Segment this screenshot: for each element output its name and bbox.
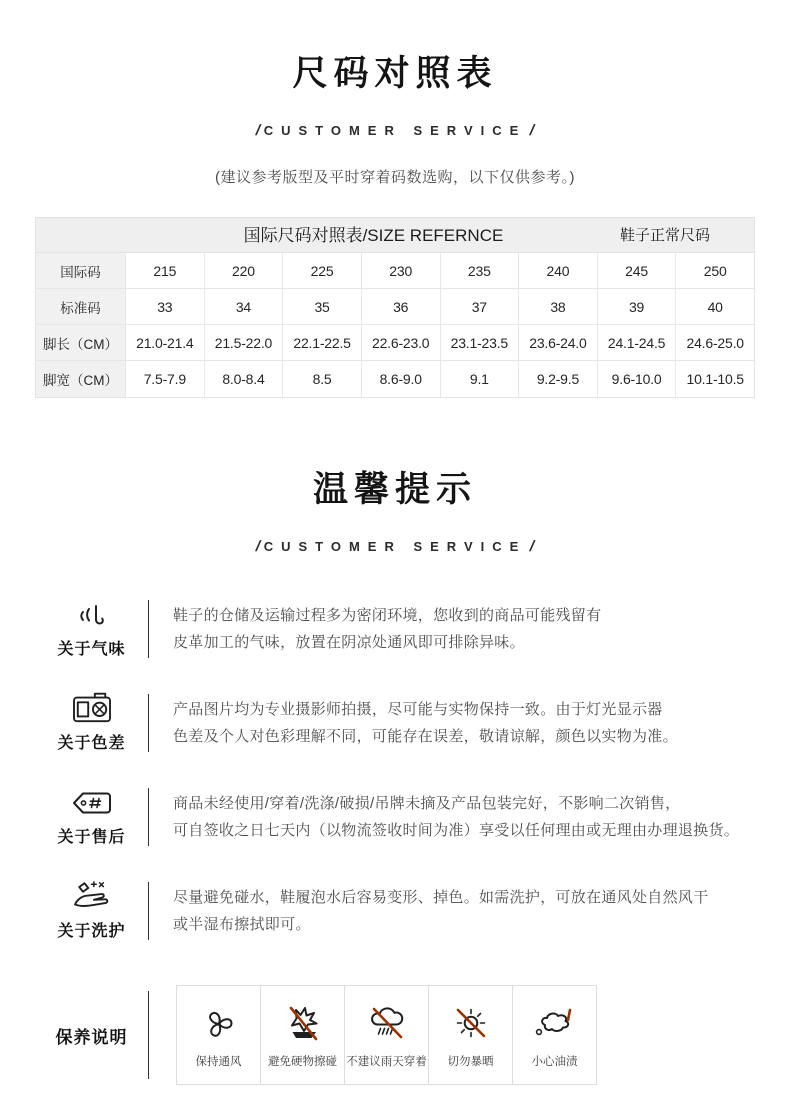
tip-heading-block: [35, 693, 148, 753]
tip-label: 关于色差: [57, 735, 126, 752]
no-rain-icon: [367, 1002, 407, 1044]
row-label: 脚宽（CM）: [36, 361, 126, 397]
care-box-label: 不建议雨天穿着: [346, 1055, 427, 1068]
care-box-oil-stains: [512, 985, 597, 1085]
tip-text-line: 商品未经使用/穿着/洗涤/破损/吊牌未摘及产品包装完好，不影响二次销售，: [173, 794, 681, 812]
hand-wash-icon: [70, 881, 114, 913]
table-cell: 215: [126, 253, 205, 288]
tip-label: 关于气味: [57, 641, 126, 658]
table-cell: 9.6-10.0: [598, 361, 677, 397]
table-cell: 37: [441, 289, 520, 324]
customer-service-subtitle: [0, 122, 790, 139]
tip-heading-block: [35, 787, 148, 847]
table-cell: 23.6-24.0: [519, 325, 598, 360]
table-header-right: 鞋子正常尺码: [619, 227, 710, 244]
subtitle-text: CUSTOMER SERVICE: [263, 539, 527, 554]
tip-text: [149, 790, 739, 845]
size-table: [35, 217, 755, 398]
tip-text-line: 可自签收之日七天内（以物流签收时间为准）享受以任何理由或无理由办理退换货。: [173, 822, 740, 839]
table-cell: 22.1-22.5: [283, 325, 362, 360]
care-box-no-rain: [344, 985, 429, 1085]
slash-decoration-right: /: [528, 538, 537, 555]
table-cell: 35: [283, 289, 362, 324]
camera-icon: [70, 693, 114, 725]
tip-row-washing: [35, 881, 790, 941]
table-cell: 33: [126, 289, 205, 324]
table-row-standard: [36, 289, 754, 325]
table-cell: 8.5: [283, 361, 362, 397]
care-label: 保养说明: [55, 1027, 128, 1047]
tip-row-smell: [35, 599, 790, 659]
table-cell: 24.6-25.0: [676, 325, 754, 360]
table-cell: 40: [676, 289, 754, 324]
table-cell: 7.5-7.9: [126, 361, 205, 397]
no-hard-object-icon: [283, 1002, 323, 1044]
care-box-label: 小心油渍: [531, 1055, 578, 1068]
size-table-header: [36, 218, 754, 253]
table-cell: 23.1-23.5: [441, 325, 520, 360]
care-box-label: 保持通风: [195, 1055, 242, 1068]
table-cell: 8.6-9.0: [362, 361, 441, 397]
tag-icon: [70, 787, 114, 819]
slash-decoration-left: /: [253, 538, 262, 555]
care-box-label: 避免硬物擦碰: [268, 1055, 337, 1068]
warm-tips-title: 温馨提示: [312, 470, 477, 509]
slash-decoration-right: /: [528, 122, 537, 139]
care-box-no-sun: [428, 985, 513, 1085]
table-cell: 39: [598, 289, 677, 324]
table-cell: 240: [519, 253, 598, 288]
fan-icon: [199, 1002, 239, 1044]
table-row-international: [36, 253, 754, 289]
vertical-divider: [148, 991, 149, 1079]
smell-icon: [75, 599, 109, 631]
table-cell: 225: [283, 253, 362, 288]
care-instructions-row: [0, 985, 790, 1085]
tip-text-line: 或半湿布擦拭即可。: [173, 916, 311, 933]
tip-text-line: 皮革加工的气味，放置在阴凉处通风即可排除异味。: [173, 634, 525, 651]
tip-row-color: [35, 693, 790, 753]
subtitle-text: CUSTOMER SERVICE: [263, 123, 527, 138]
tips-list: [0, 599, 790, 941]
no-sun-icon: [451, 1002, 491, 1044]
table-cell: 21.5-22.0: [205, 325, 284, 360]
table-row-foot-length: [36, 325, 754, 361]
table-cell: 9.1: [441, 361, 520, 397]
slash-decoration-left: /: [253, 122, 262, 139]
tip-text: [149, 602, 601, 657]
table-cell: 10.1-10.5: [676, 361, 754, 397]
oil-stain-icon: [532, 1002, 578, 1044]
table-cell: 245: [598, 253, 677, 288]
row-label: 国际码: [36, 253, 126, 288]
customer-service-subtitle-2: [0, 538, 790, 555]
tip-text-line: 鞋子的仓储及运输过程多为密闭环境，您收到的商品可能残留有: [173, 606, 602, 624]
tip-text-line: 产品图片均为专业摄影师拍摄，尽可能与实物保持一致。由于灯光显示器: [173, 700, 663, 718]
care-box-label: 切勿暴晒: [447, 1055, 494, 1068]
tip-heading-block: [35, 881, 148, 941]
tip-text-line: 色差及个人对色彩理解不同，可能存在误差，敬请谅解，颜色以实物为准。: [173, 728, 678, 745]
tip-text-line: 尽量避免碰水，鞋履泡水后容易变形、掉色。如需洗护，可放在通风处自然风干: [173, 888, 709, 906]
tip-text: [149, 696, 678, 751]
care-boxes: [176, 985, 597, 1085]
table-cell: 38: [519, 289, 598, 324]
tip-label: 关于洗护: [57, 923, 126, 940]
care-box-ventilation: [176, 985, 261, 1085]
tip-label: 关于售后: [57, 829, 126, 846]
table-cell: 24.1-24.5: [598, 325, 677, 360]
table-cell: 21.0-21.4: [126, 325, 205, 360]
tip-text: [149, 884, 709, 939]
table-cell: 22.6-23.0: [362, 325, 441, 360]
table-cell: 235: [441, 253, 520, 288]
table-cell: 220: [205, 253, 284, 288]
tip-heading-block: [35, 599, 148, 659]
table-cell: 9.2-9.5: [519, 361, 598, 397]
tip-row-aftersales: [35, 787, 790, 847]
size-chart-title: 尺码对照表: [292, 54, 498, 93]
table-header-left: 国际尺码对照表/SIZE REFERNCE: [243, 226, 504, 245]
care-box-no-hard-objects: [260, 985, 345, 1085]
table-cell: 8.0-8.4: [205, 361, 284, 397]
table-cell: 250: [676, 253, 754, 288]
table-row-foot-width: [36, 361, 754, 397]
table-cell: 34: [205, 289, 284, 324]
table-cell: 230: [362, 253, 441, 288]
row-label: 标准码: [36, 289, 126, 324]
table-cell: 36: [362, 289, 441, 324]
size-advice-note: (建议参考版型及平时穿着码数选购，以下仅供参考。): [215, 169, 575, 186]
row-label: 脚长（CM）: [36, 325, 126, 360]
